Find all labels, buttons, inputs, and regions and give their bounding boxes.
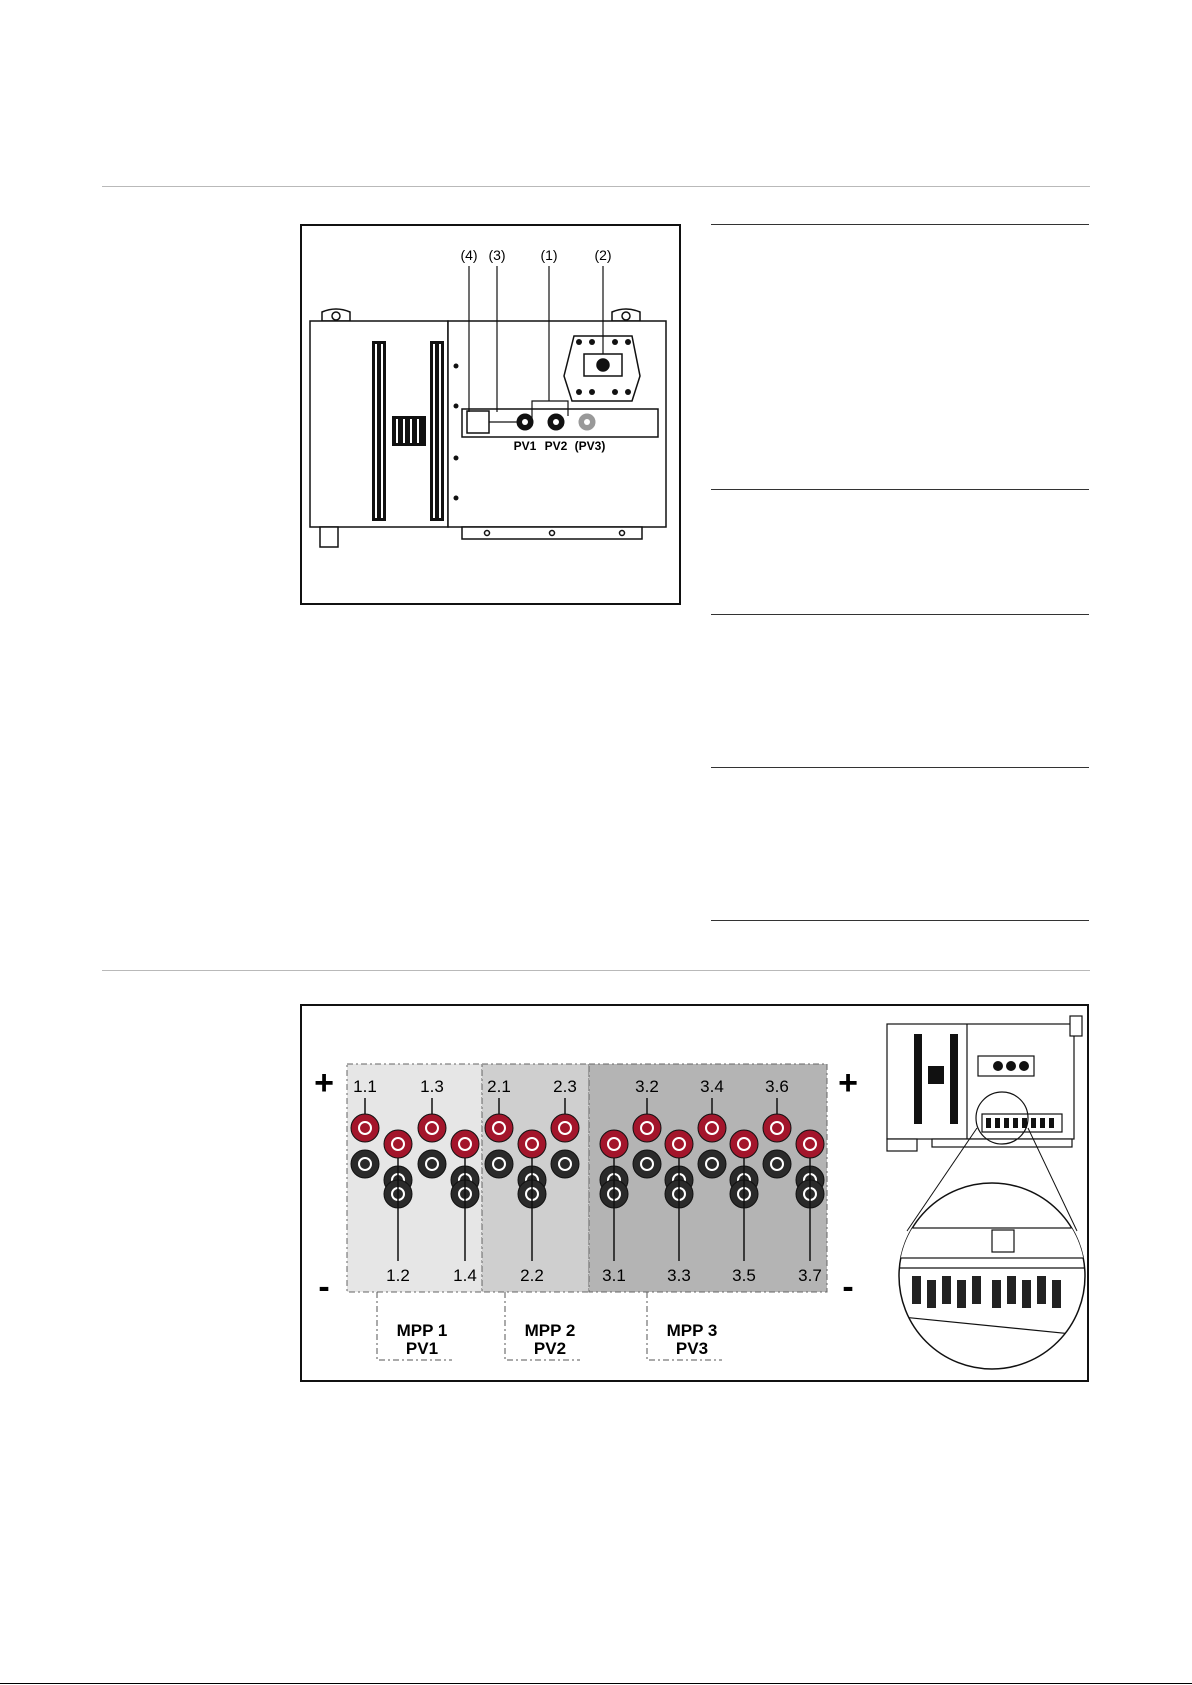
plus-connector-9 [633, 1114, 661, 1142]
plus-connector-6 [518, 1130, 546, 1158]
mpp1-pv: PV1 [405, 1339, 439, 1358]
plus-left-icon: + [314, 1064, 334, 1102]
connector-label-1-2: 1.2 [386, 1266, 410, 1285]
pv2-label: PV2 [544, 439, 568, 453]
connector-label-2-2: 2.2 [520, 1266, 544, 1285]
mpp3-title: MPP 3 [666, 1321, 718, 1340]
callout-2: (2) [594, 247, 612, 263]
thumbnail-connectors [993, 1061, 1029, 1071]
minus-left-icon: - [318, 1268, 330, 1306]
minus-connector-3 [418, 1150, 446, 1178]
callout-4: (4) [460, 247, 478, 263]
plus-connector-8 [600, 1130, 628, 1158]
minus-connector-11 [698, 1150, 726, 1178]
plus-right-icon: + [838, 1064, 858, 1102]
connector-label-2-1: 2.1 [487, 1077, 511, 1096]
minus-connector-9 [633, 1150, 661, 1178]
plus-connector-7 [551, 1114, 579, 1142]
mounting-tabs [322, 309, 640, 321]
mpp2-pv: PV2 [533, 1339, 567, 1358]
minus-connector-1 [351, 1150, 379, 1178]
plus-connector-2 [384, 1130, 412, 1158]
plus-connector-14 [796, 1130, 824, 1158]
table-rule-3 [711, 614, 1089, 615]
table-rule-2 [711, 489, 1089, 490]
table-rule-1 [711, 224, 1089, 225]
connector-label-3-4: 3.4 [700, 1077, 724, 1096]
plus-connector-13 [763, 1114, 791, 1142]
minus-connector-7 [551, 1150, 579, 1178]
connector-label-3-3: 3.3 [667, 1266, 691, 1285]
connector-label-2-3: 2.3 [553, 1077, 577, 1096]
plus-connector-5 [485, 1114, 513, 1142]
connector-label-1-3: 1.3 [420, 1077, 444, 1096]
mounting-feet [320, 527, 642, 547]
plus-connector-3 [418, 1114, 446, 1142]
plus-connector-10 [665, 1130, 693, 1158]
plus-connector-11 [698, 1114, 726, 1142]
mpp2-title: MPP 2 [524, 1321, 576, 1340]
connector-label-1-1: 1.1 [353, 1077, 377, 1096]
pv1-label: PV1 [513, 439, 537, 453]
footer-rule [0, 1683, 1192, 1684]
mpp1-title: MPP 1 [396, 1321, 448, 1340]
mpp-connector-figure [300, 1004, 1089, 1382]
minus-connector-13 [763, 1150, 791, 1178]
inverter-overview-drawing [302, 226, 679, 603]
minus-right-icon: - [842, 1268, 854, 1306]
connector-label-3-6: 3.6 [765, 1077, 789, 1096]
table-rule-4 [711, 767, 1089, 768]
pv3-label: (PV3) [574, 439, 606, 453]
plus-connector-12 [730, 1130, 758, 1158]
connector-label-3-5: 3.5 [732, 1266, 756, 1285]
plus-connector-4 [451, 1130, 479, 1158]
inverter-overview-figure [300, 224, 681, 605]
connector-label-3-7: 3.7 [798, 1266, 822, 1285]
table-rule-5 [711, 920, 1089, 921]
connector-label-3-1: 3.1 [602, 1266, 626, 1285]
mpp3-pv: PV3 [675, 1339, 709, 1358]
callout-1: (1) [540, 247, 558, 263]
pv-connector-cap [467, 411, 489, 433]
section-divider-middle [102, 970, 1090, 971]
connector-label-3-2: 3.2 [635, 1077, 659, 1096]
section-divider-top [102, 186, 1090, 187]
minus-connector-5 [485, 1150, 513, 1178]
callout-3: (3) [488, 247, 506, 263]
mpp-connector-drawing [302, 1006, 1087, 1380]
connector-label-1-4: 1.4 [453, 1266, 477, 1285]
plus-connector-1 [351, 1114, 379, 1142]
